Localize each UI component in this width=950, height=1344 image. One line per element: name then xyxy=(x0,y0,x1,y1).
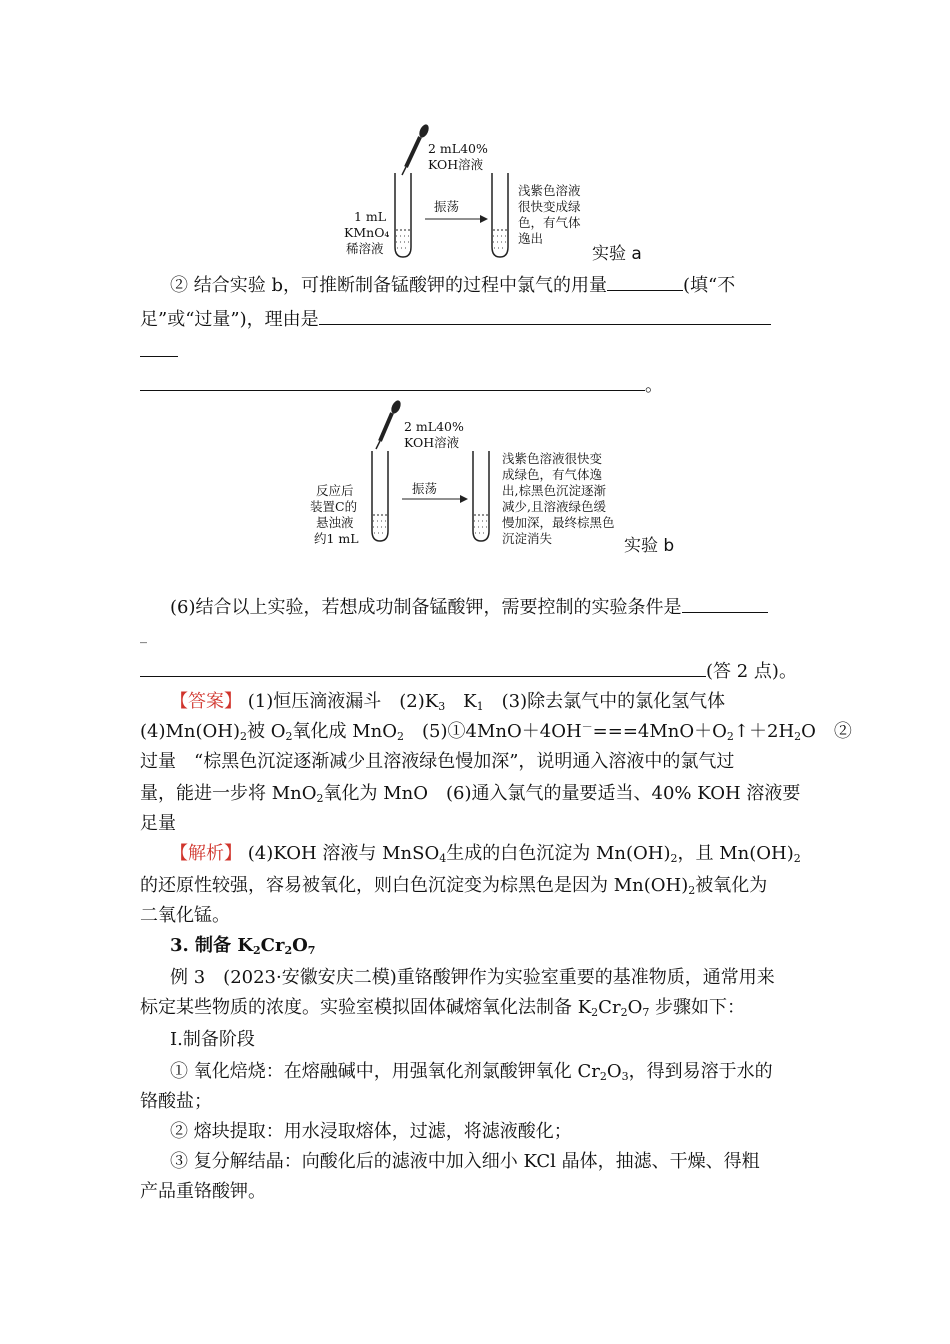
left-label-2: 装置C的 xyxy=(310,499,358,514)
answer-blank[interactable] xyxy=(140,658,706,677)
subscript: 2 xyxy=(794,730,802,743)
analysis-text: ，且 Mn(OH) xyxy=(677,843,794,864)
subscript: 2 xyxy=(397,730,405,743)
subscript: 2 xyxy=(316,792,324,805)
analysis-line2 xyxy=(140,874,767,898)
test-tube-right xyxy=(492,173,508,257)
answer-line3: 过量 “棕黑色沉淀逐渐减少且溶液绿色慢加深”，说明通入溶液中的氯气过 xyxy=(140,751,735,772)
heading-text: O xyxy=(292,935,308,956)
section-3-heading xyxy=(170,934,315,958)
step3-line2: 产品重铬酸钾。 xyxy=(140,1181,266,1202)
left-label-3: 悬浊液 xyxy=(316,515,354,530)
right-label-4: 减少,且溶液绿色缓 xyxy=(502,499,606,514)
heading-text: Cr xyxy=(260,935,285,956)
dropper-label-2: KOH溶液 xyxy=(404,435,460,450)
example3-line1: 例 3 (2023·安徽安庆二模)重铬酸钾作为实验室重要的基准物质，通常用来 xyxy=(170,967,775,988)
subscript: 2 xyxy=(793,852,801,865)
right-label-4: 逸出 xyxy=(518,231,544,246)
answer-text: O ② xyxy=(801,721,852,742)
right-label-1: 浅紫色溶液很快变 xyxy=(502,451,603,466)
answer-line4 xyxy=(140,782,800,806)
dropper-label-1: 2 mL40% xyxy=(404,419,464,434)
right-label-3: 出,棕黑色沉淀逐渐 xyxy=(502,483,606,498)
answer-blank[interactable] xyxy=(607,272,683,291)
answer-text: 量，能进一步将 MnO xyxy=(140,783,317,804)
answer-line5: 足量 xyxy=(140,813,176,834)
subscript: 2 xyxy=(591,1006,599,1019)
right-label-3: 色，有气体 xyxy=(518,215,581,230)
subscript: 2 xyxy=(252,944,261,957)
analysis-text: 被氧化为 xyxy=(695,875,768,896)
answer-line1 xyxy=(170,690,725,714)
step-text: O xyxy=(606,1061,622,1082)
q6-line2: _ xyxy=(140,628,147,644)
right-label-5: 慢加深，最终棕黑色 xyxy=(502,515,615,530)
answer-line2 xyxy=(140,720,852,744)
left-label-1: 1 mL xyxy=(354,209,387,224)
analysis-text: 的还原性较强，容易被氧化，则白色沉淀变为棕黑色是因为 Mn(OH) xyxy=(140,875,689,896)
subscript: 1 xyxy=(476,700,484,713)
analysis-tag: 【解析】 xyxy=(170,843,242,864)
answer-text: ↑＋2H xyxy=(733,721,795,742)
q6-text: (6)结合以上实验，若想成功制备锰酸钾，需要控制的实验条件是 xyxy=(170,597,682,618)
example3-line2 xyxy=(140,996,745,1020)
experiment-b-name: 实验 b xyxy=(624,536,675,556)
dropper-icon xyxy=(402,123,431,175)
figure-experiment-a xyxy=(330,115,660,265)
subscript: 2 xyxy=(620,1006,628,1019)
q5-2-line1 xyxy=(170,272,735,298)
answer-text: 氧化为 MnO (6)通入氯气的量要适当、40% KOH 溶液要 xyxy=(323,783,801,804)
arrow-label: 振荡 xyxy=(434,199,460,214)
example-text: 步骤如下： xyxy=(649,997,746,1018)
subscript: 3 xyxy=(438,700,446,713)
subscript: 7 xyxy=(307,944,316,957)
analysis-text: 生成的白色沉淀为 Mn(OH) xyxy=(446,843,671,864)
q5-2-line2 xyxy=(140,306,771,332)
step2: ② 熔块提取：用水浸取熔体，过滤，将滤液酸化； xyxy=(170,1121,572,1142)
analysis-line3: 二氧化锰。 xyxy=(140,905,230,926)
answer-text: (1)恒压滴液漏斗 (2)K xyxy=(247,691,439,712)
subscript: 3 xyxy=(621,1070,629,1083)
arrow-icon xyxy=(425,215,488,223)
superscript: － xyxy=(581,720,593,733)
q6-line3 xyxy=(140,658,797,684)
step1-line2: 铬酸盐； xyxy=(140,1091,212,1112)
subscript: 2 xyxy=(285,730,293,743)
analysis-text: (4)KOH 溶液与 MnSO xyxy=(247,843,440,864)
answer-text: ===4MnO＋O xyxy=(592,721,727,742)
right-label-2: 很快变成绿 xyxy=(518,199,581,214)
answer-tag: 【答案】 xyxy=(170,691,242,712)
q5-2-line2-text: 足”或“过量”)，理由是 xyxy=(140,309,319,330)
left-label-2: KMnO₄ xyxy=(344,225,390,240)
analysis-line1 xyxy=(170,842,801,866)
example-text: Cr xyxy=(598,997,621,1018)
answer-text: (5)①4MnO＋4OH xyxy=(404,721,582,742)
subscript: 2 xyxy=(599,1070,607,1083)
right-label-2: 成绿色，有气体逸 xyxy=(502,467,603,482)
dropper-label-2: KOH溶液 xyxy=(428,157,484,172)
subscript: 2 xyxy=(284,944,293,957)
q5-2-text: ② 结合实验 b，可推断制备锰酸钾的过程中氯气的用量 xyxy=(170,275,607,296)
experiment-a-name: 实验 a xyxy=(592,244,642,264)
dropper-label-1: 2 mL40% xyxy=(428,141,488,156)
subscript: 2 xyxy=(688,884,696,897)
answer-text: (3)除去氯气中的氯化氢气体 xyxy=(483,691,726,712)
step1-line1 xyxy=(170,1060,773,1084)
period: 。 xyxy=(645,375,663,396)
heading-text: 3. 制备 K xyxy=(170,935,253,956)
step-text: ① 氧化焙烧：在熔融碱中，用强氧化剂氯酸钾氧化 Cr xyxy=(170,1061,600,1082)
figure-experiment-b xyxy=(310,395,690,560)
answer-text: K xyxy=(445,691,477,712)
left-label-4: 约1 mL xyxy=(314,531,359,546)
answer-blank[interactable] xyxy=(682,594,768,613)
test-tube-right xyxy=(473,451,489,541)
arrow-label: 振荡 xyxy=(412,481,438,496)
q6-tail: (答 2 点)。 xyxy=(706,661,797,682)
test-tube-left xyxy=(395,173,411,257)
left-label-3: 稀溶液 xyxy=(346,241,384,256)
q5-2-tail: (填“不 xyxy=(682,275,736,296)
answer-blank[interactable] xyxy=(319,306,771,325)
test-tube-left xyxy=(372,451,388,541)
answer-blank[interactable] xyxy=(140,356,178,357)
answer-text: 氧化成 MnO xyxy=(292,721,398,742)
subscript: 2 xyxy=(726,730,734,743)
step3-line1: ③ 复分解结晶：向酸化后的滤液中加入细小 KCl 晶体，抽滤、干燥、得粗 xyxy=(170,1151,760,1172)
answer-text: 被 O xyxy=(247,721,286,742)
example-text: O xyxy=(627,997,643,1018)
subscript: 2 xyxy=(670,852,678,865)
subscript: 7 xyxy=(642,1006,650,1019)
answer-text: (4)Mn(OH) xyxy=(140,721,241,742)
step-text: ，得到易溶于水的 xyxy=(628,1061,773,1082)
example-text: 标定某些物质的浓度。实验室模拟固体碱熔氧化法制备 K xyxy=(140,997,592,1018)
dropper-icon xyxy=(376,399,403,449)
subscript: 2 xyxy=(240,730,248,743)
stage-heading: Ⅰ.制备阶段 xyxy=(170,1029,255,1050)
q6-line1 xyxy=(170,594,768,620)
subscript: 4 xyxy=(439,852,447,865)
right-label-1: 浅紫色溶液 xyxy=(518,183,581,198)
answer-blank[interactable] xyxy=(140,372,645,391)
right-label-6: 沉淀消失 xyxy=(502,531,553,546)
left-label-1: 反应后 xyxy=(316,483,354,498)
